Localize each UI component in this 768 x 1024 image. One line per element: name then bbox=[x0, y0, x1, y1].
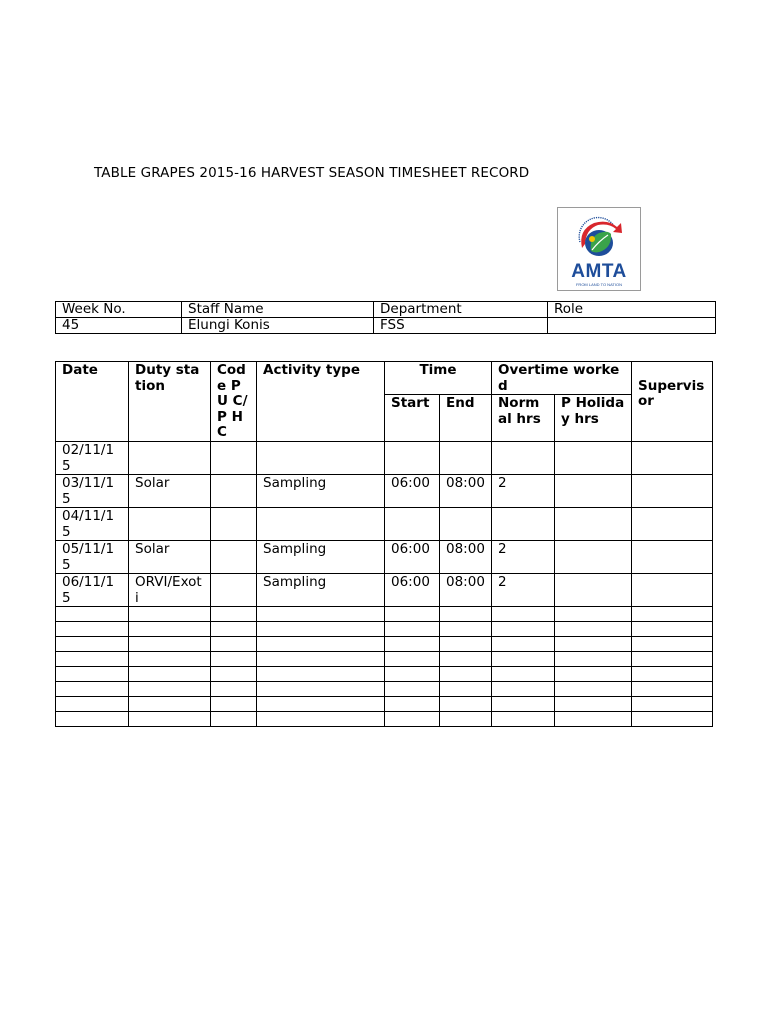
empty-cell[interactable] bbox=[257, 697, 385, 712]
empty-cell[interactable] bbox=[129, 607, 211, 622]
duty-station-cell[interactable] bbox=[129, 508, 211, 541]
start-cell[interactable]: 06:00 bbox=[385, 541, 440, 574]
empty-cell[interactable] bbox=[555, 637, 632, 652]
table-row bbox=[56, 541, 713, 574]
date-cell[interactable]: 04/11/15 bbox=[56, 508, 129, 541]
end-cell[interactable]: 08:00 bbox=[440, 574, 492, 607]
duty-station-cell[interactable]: Solar bbox=[129, 475, 211, 508]
empty-cell[interactable] bbox=[555, 697, 632, 712]
timesheet-table bbox=[55, 361, 713, 727]
code-cell[interactable] bbox=[211, 541, 257, 574]
activity-type-cell[interactable]: Sampling bbox=[257, 541, 385, 574]
date-cell[interactable]: 05/11/15 bbox=[56, 541, 129, 574]
logo-brand-text: AMTA bbox=[571, 261, 627, 282]
supervisor-cell[interactable] bbox=[632, 442, 713, 475]
department-label: Department bbox=[374, 302, 548, 318]
empty-cell[interactable] bbox=[257, 607, 385, 622]
empty-cell[interactable] bbox=[56, 697, 129, 712]
empty-cell[interactable] bbox=[632, 622, 713, 637]
date-header: Date bbox=[56, 362, 129, 442]
empty-cell[interactable] bbox=[492, 697, 555, 712]
normal-hrs-cell[interactable] bbox=[492, 508, 555, 541]
overtime-header: Overtime worked bbox=[492, 362, 632, 395]
department-value[interactable]: FSS bbox=[374, 318, 548, 334]
empty-cell[interactable] bbox=[440, 607, 492, 622]
empty-cell[interactable] bbox=[492, 667, 555, 682]
staff-name-label: Staff Name bbox=[182, 302, 374, 318]
empty-cell[interactable] bbox=[211, 682, 257, 697]
empty-cell[interactable] bbox=[492, 682, 555, 697]
end-header: End bbox=[440, 395, 492, 442]
end-cell[interactable] bbox=[440, 508, 492, 541]
normal-hrs-cell[interactable]: 2 bbox=[492, 574, 555, 607]
empty-cell[interactable] bbox=[211, 607, 257, 622]
holiday-hrs-cell[interactable] bbox=[555, 508, 632, 541]
empty-cell[interactable] bbox=[56, 622, 129, 637]
empty-cell[interactable] bbox=[56, 712, 129, 727]
end-cell[interactable]: 08:00 bbox=[440, 475, 492, 508]
activity-type-cell[interactable]: Sampling bbox=[257, 574, 385, 607]
empty-cell[interactable] bbox=[129, 622, 211, 637]
empty-cell[interactable] bbox=[492, 622, 555, 637]
empty-cell[interactable] bbox=[211, 697, 257, 712]
code-header: Code PU C/P HC bbox=[211, 362, 257, 442]
empty-cell[interactable] bbox=[211, 622, 257, 637]
empty-cell[interactable] bbox=[440, 682, 492, 697]
holiday-hrs-header: P Holiday hrs bbox=[555, 395, 632, 442]
start-cell[interactable]: 06:00 bbox=[385, 574, 440, 607]
staff-info-value-row bbox=[56, 318, 716, 334]
duty-station-cell[interactable] bbox=[129, 442, 211, 475]
table-row bbox=[56, 508, 713, 541]
empty-cell[interactable] bbox=[632, 697, 713, 712]
week-no-label: Week No. bbox=[56, 302, 182, 318]
empty-cell[interactable] bbox=[492, 652, 555, 667]
empty-cell[interactable] bbox=[257, 622, 385, 637]
empty-cell[interactable] bbox=[385, 607, 440, 622]
supervisor-cell[interactable] bbox=[632, 574, 713, 607]
amta-logo bbox=[557, 207, 641, 291]
empty-cell[interactable] bbox=[555, 667, 632, 682]
role-label: Role bbox=[548, 302, 716, 318]
empty-cell[interactable] bbox=[632, 682, 713, 697]
staff-info-table bbox=[55, 301, 716, 334]
empty-cell[interactable] bbox=[632, 652, 713, 667]
empty-cell[interactable] bbox=[440, 697, 492, 712]
start-cell[interactable]: 06:00 bbox=[385, 475, 440, 508]
empty-row bbox=[56, 637, 713, 652]
empty-cell[interactable] bbox=[492, 607, 555, 622]
holiday-hrs-cell[interactable] bbox=[555, 442, 632, 475]
empty-cell[interactable] bbox=[129, 637, 211, 652]
empty-cell[interactable] bbox=[211, 637, 257, 652]
code-cell[interactable] bbox=[211, 508, 257, 541]
activity-type-cell[interactable] bbox=[257, 442, 385, 475]
empty-cell[interactable] bbox=[385, 637, 440, 652]
start-header: Start bbox=[385, 395, 440, 442]
empty-cell[interactable] bbox=[211, 667, 257, 682]
empty-cell[interactable] bbox=[440, 622, 492, 637]
empty-cell[interactable] bbox=[56, 682, 129, 697]
empty-cell[interactable] bbox=[385, 712, 440, 727]
code-cell[interactable] bbox=[211, 442, 257, 475]
table-row bbox=[56, 475, 713, 508]
normal-hrs-header: Normal hrs bbox=[492, 395, 555, 442]
empty-cell[interactable] bbox=[129, 667, 211, 682]
empty-cell[interactable] bbox=[56, 637, 129, 652]
empty-cell[interactable] bbox=[385, 682, 440, 697]
code-cell[interactable] bbox=[211, 475, 257, 508]
normal-hrs-cell[interactable]: 2 bbox=[492, 541, 555, 574]
empty-cell[interactable] bbox=[56, 667, 129, 682]
empty-cell[interactable] bbox=[555, 712, 632, 727]
empty-cell[interactable] bbox=[211, 652, 257, 667]
empty-cell[interactable] bbox=[257, 652, 385, 667]
normal-hrs-cell[interactable] bbox=[492, 442, 555, 475]
end-cell[interactable]: 08:00 bbox=[440, 541, 492, 574]
empty-cell[interactable] bbox=[257, 667, 385, 682]
date-cell[interactable]: 03/11/15 bbox=[56, 475, 129, 508]
empty-cell[interactable] bbox=[440, 652, 492, 667]
start-cell[interactable] bbox=[385, 442, 440, 475]
empty-cell[interactable] bbox=[211, 712, 257, 727]
empty-cell[interactable] bbox=[440, 637, 492, 652]
time-header: Time bbox=[385, 362, 492, 395]
duty-station-cell[interactable]: ORVI/Exoti bbox=[129, 574, 211, 607]
empty-cell[interactable] bbox=[555, 652, 632, 667]
date-cell[interactable]: 06/11/15 bbox=[56, 574, 129, 607]
empty-cell[interactable] bbox=[257, 637, 385, 652]
document-title: TABLE GRAPES 2015-16 HARVEST SEASON TIMESHEET RECORD bbox=[94, 165, 530, 181]
empty-cell[interactable] bbox=[129, 697, 211, 712]
activity-type-cell[interactable] bbox=[257, 508, 385, 541]
empty-cell[interactable] bbox=[385, 667, 440, 682]
start-cell[interactable] bbox=[385, 508, 440, 541]
date-cell[interactable]: 02/11/15 bbox=[56, 442, 129, 475]
supervisor-cell[interactable] bbox=[632, 475, 713, 508]
staff-name-value[interactable]: Elungi Konis bbox=[182, 318, 374, 334]
supervisor-cell[interactable] bbox=[632, 541, 713, 574]
normal-hrs-cell[interactable]: 2 bbox=[492, 475, 555, 508]
timesheet-header-row-1 bbox=[56, 362, 713, 395]
logo-tagline: FROM LAND TO NATION bbox=[575, 282, 622, 287]
empty-cell[interactable] bbox=[492, 637, 555, 652]
table-row bbox=[56, 442, 713, 475]
holiday-hrs-cell[interactable] bbox=[555, 574, 632, 607]
amta-emblem-icon bbox=[572, 212, 626, 268]
empty-cell[interactable] bbox=[555, 622, 632, 637]
empty-cell[interactable] bbox=[632, 712, 713, 727]
role-value[interactable] bbox=[548, 318, 716, 334]
end-cell[interactable] bbox=[440, 442, 492, 475]
supervisor-header: Supervisor bbox=[632, 362, 713, 442]
holiday-hrs-cell[interactable] bbox=[555, 541, 632, 574]
empty-cell[interactable] bbox=[492, 712, 555, 727]
empty-cell[interactable] bbox=[257, 682, 385, 697]
empty-row bbox=[56, 667, 713, 682]
activity-type-cell[interactable]: Sampling bbox=[257, 475, 385, 508]
empty-cell[interactable] bbox=[129, 712, 211, 727]
empty-cell[interactable] bbox=[129, 682, 211, 697]
duty-station-cell[interactable]: Solar bbox=[129, 541, 211, 574]
empty-cell[interactable] bbox=[257, 712, 385, 727]
empty-row bbox=[56, 712, 713, 727]
empty-cell[interactable] bbox=[385, 697, 440, 712]
empty-cell[interactable] bbox=[129, 652, 211, 667]
supervisor-cell[interactable] bbox=[632, 508, 713, 541]
empty-cell[interactable] bbox=[385, 652, 440, 667]
code-cell[interactable] bbox=[211, 574, 257, 607]
empty-cell[interactable] bbox=[385, 622, 440, 637]
activity-type-header: Activity type bbox=[257, 362, 385, 442]
empty-cell[interactable] bbox=[555, 682, 632, 697]
empty-cell[interactable] bbox=[440, 712, 492, 727]
table-row bbox=[56, 574, 713, 607]
empty-row bbox=[56, 607, 713, 622]
empty-cell[interactable] bbox=[632, 607, 713, 622]
empty-cell[interactable] bbox=[632, 637, 713, 652]
empty-row bbox=[56, 682, 713, 697]
empty-cell[interactable] bbox=[440, 667, 492, 682]
empty-row bbox=[56, 652, 713, 667]
duty-station-header: Duty station bbox=[129, 362, 211, 442]
empty-cell[interactable] bbox=[632, 667, 713, 682]
week-no-value[interactable]: 45 bbox=[56, 318, 182, 334]
empty-cell[interactable] bbox=[56, 607, 129, 622]
staff-info-header-row bbox=[56, 302, 716, 318]
empty-row bbox=[56, 697, 713, 712]
empty-cell[interactable] bbox=[555, 607, 632, 622]
empty-cell[interactable] bbox=[56, 652, 129, 667]
holiday-hrs-cell[interactable] bbox=[555, 475, 632, 508]
empty-row bbox=[56, 622, 713, 637]
